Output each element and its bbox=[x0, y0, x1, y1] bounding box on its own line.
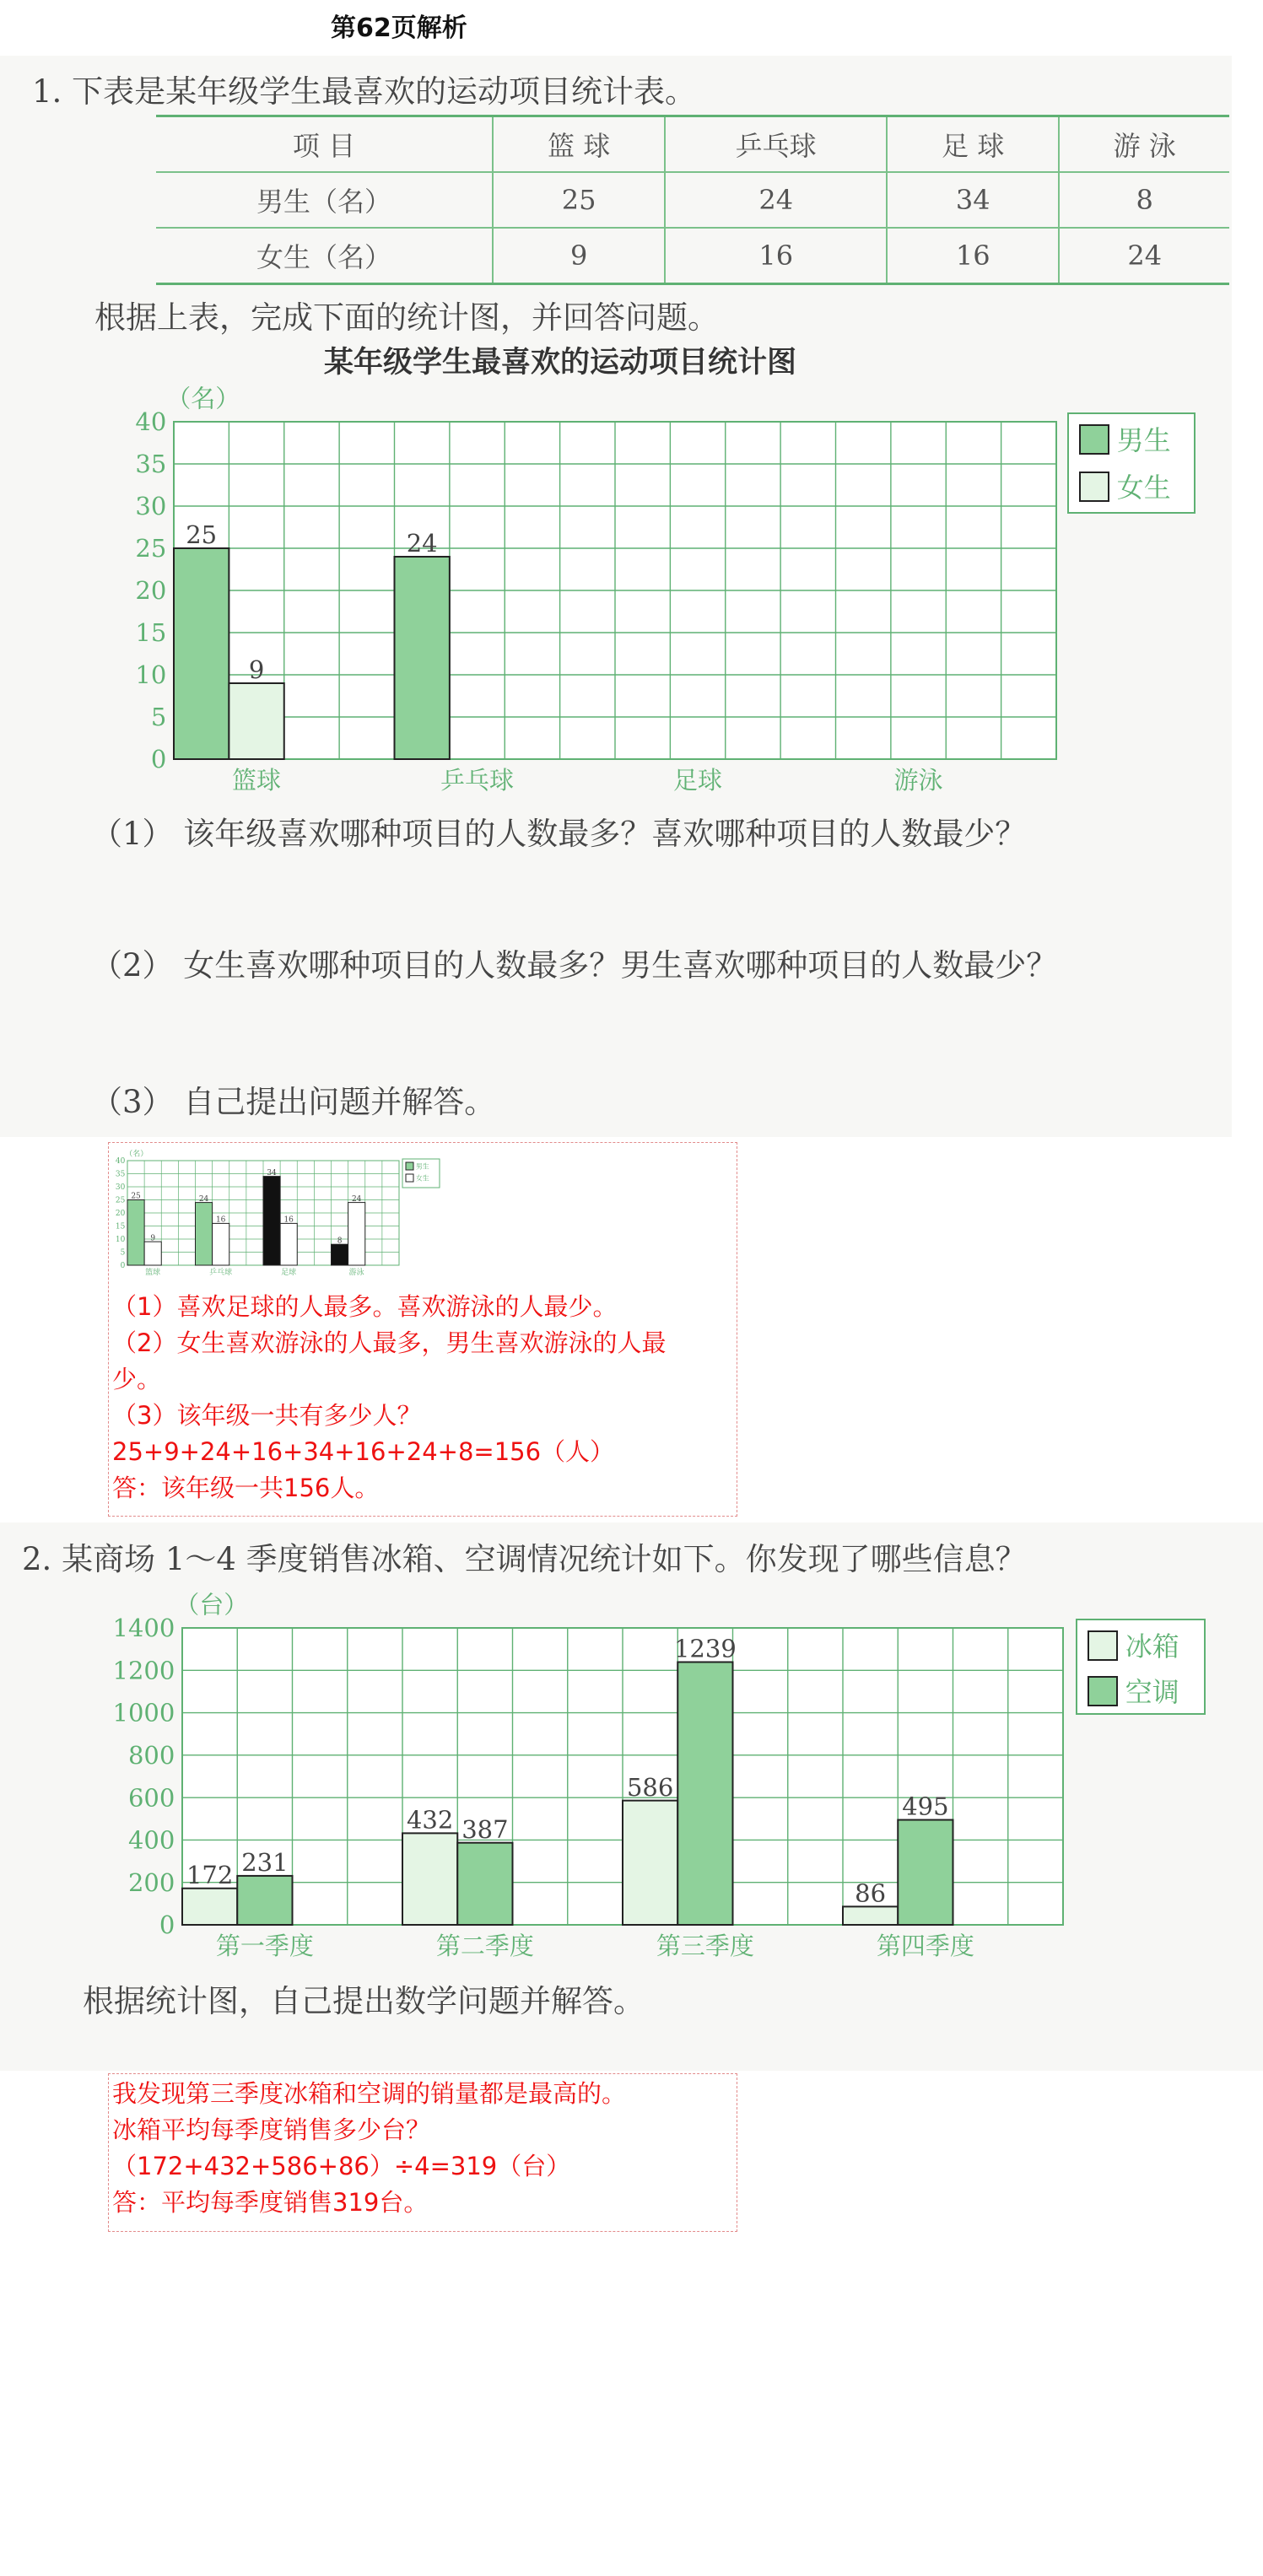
table-cell: 16 bbox=[665, 228, 887, 284]
answer-line: 25+9+24+16+34+16+24+8=156（人） bbox=[112, 1437, 615, 1466]
answer-line: 我发现第三季度冰箱和空调的销量都是最高的。 bbox=[112, 2079, 627, 2108]
y-tick-label: 35 bbox=[115, 1170, 126, 1179]
table-cell: 8 bbox=[1059, 172, 1229, 228]
bar bbox=[843, 1906, 898, 1925]
data-label: 387 bbox=[461, 1814, 509, 1844]
sub-question-1: （1） 该年级喜欢哪种项目的人数最多？喜欢哪种项目的人数最少？ bbox=[91, 816, 1027, 852]
y-tick-label: 15 bbox=[135, 618, 167, 648]
data-label: 16 bbox=[215, 1215, 226, 1225]
answer-line: （2）女生喜欢游泳的人最多，男生喜欢游泳的人最 bbox=[112, 1328, 667, 1357]
bar bbox=[229, 683, 283, 759]
table-header: 乒乓球 bbox=[665, 116, 887, 173]
y-tick-label: 400 bbox=[127, 1825, 175, 1855]
question-1-title: 1. 下表是某年级学生最喜欢的运动项目统计表。 bbox=[32, 73, 697, 110]
legend-swatch bbox=[1080, 472, 1109, 501]
legend-label: 男生 bbox=[415, 1162, 429, 1171]
y-tick-label: 30 bbox=[115, 1183, 126, 1193]
question-2-title: 2. 某商场 1～4 季度销售冰箱、空调情况统计如下。你发现了哪些信息？ bbox=[22, 1541, 1027, 1577]
bar bbox=[144, 1242, 161, 1265]
answer-line: （3）该年级一共有多少人？ bbox=[112, 1401, 422, 1430]
y-tick-label: 1400 bbox=[112, 1614, 175, 1643]
data-label: 34 bbox=[267, 1168, 277, 1178]
data-label: 586 bbox=[626, 1772, 674, 1802]
table-header: 游 泳 bbox=[1059, 116, 1229, 173]
x-tick-label: 第三季度 bbox=[656, 1931, 754, 1960]
data-label: 172 bbox=[186, 1860, 234, 1889]
x-tick-label: 第四季度 bbox=[876, 1931, 974, 1960]
bar bbox=[182, 1889, 237, 1925]
legend-label: 女生 bbox=[415, 1174, 429, 1183]
sub-question-3: （3） 自己提出问题并解答。 bbox=[91, 1084, 496, 1120]
data-label: 24 bbox=[198, 1194, 209, 1204]
sports-bar-chart bbox=[118, 380, 1215, 801]
bar bbox=[677, 1662, 732, 1925]
table-cell: 25 bbox=[493, 172, 665, 228]
sub-question-2: （2） 女生喜欢哪种项目的人数最多？男生喜欢哪种项目的人数最少？ bbox=[91, 947, 1058, 984]
bar bbox=[196, 1203, 213, 1265]
data-label: 24 bbox=[406, 529, 438, 558]
bar bbox=[280, 1223, 297, 1265]
x-tick-label: 足球 bbox=[281, 1268, 297, 1277]
bar bbox=[174, 548, 229, 759]
y-tick-label: 5 bbox=[150, 703, 167, 732]
y-tick-label: 40 bbox=[115, 1157, 126, 1167]
y-tick-label: 0 bbox=[150, 745, 167, 774]
bar bbox=[213, 1223, 229, 1265]
y-tick-label: 20 bbox=[115, 1210, 126, 1219]
legend-label: 冰箱 bbox=[1125, 1630, 1179, 1663]
table-header-row bbox=[156, 116, 1229, 173]
x-tick-label: 篮球 bbox=[232, 765, 282, 795]
bar bbox=[237, 1876, 292, 1925]
legend-swatch bbox=[1088, 1677, 1117, 1706]
y-tick-label: 800 bbox=[127, 1741, 175, 1770]
y-tick-label: 200 bbox=[127, 1867, 175, 1897]
data-label: 9 bbox=[248, 655, 265, 685]
y-tick-label: 1200 bbox=[112, 1656, 175, 1685]
answer-box-1 bbox=[108, 1142, 737, 1517]
table-row bbox=[156, 172, 1229, 228]
x-tick-label: 第二季度 bbox=[435, 1931, 534, 1960]
row-label: 女生（名） bbox=[256, 241, 391, 273]
table-cell: 16 bbox=[887, 228, 1059, 284]
table-header: 足 球 bbox=[887, 116, 1059, 173]
page-title: 第62页解析 bbox=[331, 13, 467, 43]
data-label: 25 bbox=[186, 520, 218, 550]
y-tick-label: 30 bbox=[135, 492, 167, 521]
legend-label: 女生 bbox=[1116, 471, 1171, 504]
x-tick-label: 乒乓球 bbox=[440, 765, 515, 795]
bar bbox=[332, 1244, 348, 1265]
y-tick-label: 20 bbox=[135, 576, 167, 606]
data-label: 25 bbox=[131, 1192, 141, 1201]
y-tick-label: 5 bbox=[120, 1248, 126, 1258]
data-label: 16 bbox=[283, 1215, 294, 1225]
answer-line: （1）喜欢足球的人最多。喜欢游泳的人最少。 bbox=[112, 1292, 618, 1321]
answer-line: 少。 bbox=[112, 1365, 162, 1393]
bar bbox=[898, 1820, 953, 1925]
y-tick-label: 0 bbox=[159, 1910, 175, 1940]
question-1-instruction: 根据上表，完成下面的统计图，并回答问题。 bbox=[94, 299, 719, 336]
y-tick-label: 25 bbox=[135, 534, 167, 563]
data-label: 9 bbox=[150, 1234, 156, 1243]
y-tick-label: 35 bbox=[135, 450, 167, 479]
answer-box-2 bbox=[108, 2073, 737, 2232]
legend-swatch bbox=[1088, 1631, 1117, 1660]
completed-sports-chart-thumbnail bbox=[111, 1145, 440, 1289]
y-tick-label: 15 bbox=[115, 1222, 126, 1231]
bar bbox=[395, 557, 450, 759]
x-tick-label: 乒乓球 bbox=[209, 1268, 233, 1277]
y-tick-label: 10 bbox=[115, 1236, 126, 1245]
legend-label: 空调 bbox=[1125, 1675, 1179, 1708]
data-label: 495 bbox=[902, 1792, 949, 1821]
y-axis-unit: （台） bbox=[175, 1590, 249, 1619]
y-tick-label: 0 bbox=[120, 1262, 126, 1271]
legend-swatch bbox=[1080, 425, 1109, 454]
x-tick-label: 游泳 bbox=[893, 765, 943, 795]
answer-line: 答：平均每季度销售319台。 bbox=[112, 2188, 429, 2217]
legend-swatch bbox=[406, 1162, 413, 1170]
bar bbox=[402, 1833, 457, 1925]
answer-line: （172+432+586+86）÷4=319（台） bbox=[112, 2152, 571, 2180]
data-label: 24 bbox=[351, 1194, 362, 1204]
table-row bbox=[156, 228, 1229, 284]
data-label: 1239 bbox=[673, 1634, 737, 1663]
table-cell: 24 bbox=[1059, 228, 1229, 284]
y-tick-label: 1000 bbox=[112, 1698, 175, 1727]
data-label: 231 bbox=[241, 1848, 289, 1878]
answer-line: 冰箱平均每季度销售多少台？ bbox=[112, 2115, 431, 2144]
bar bbox=[457, 1843, 512, 1925]
y-axis-unit: （名） bbox=[166, 384, 240, 413]
y-tick-label: 25 bbox=[115, 1196, 126, 1205]
chart-1-title: 某年级学生最喜欢的运动项目统计图 bbox=[324, 345, 797, 380]
bar bbox=[348, 1203, 365, 1265]
data-label: 432 bbox=[406, 1805, 454, 1835]
x-tick-label: 第一季度 bbox=[215, 1931, 314, 1960]
table-cell: 34 bbox=[887, 172, 1059, 228]
legend-label: 男生 bbox=[1116, 423, 1171, 456]
bar bbox=[263, 1177, 280, 1265]
answer-line: 答：该年级一共156人。 bbox=[112, 1474, 380, 1502]
sports-stats-table bbox=[156, 115, 1229, 285]
table-cell: 9 bbox=[493, 228, 665, 284]
x-tick-label: 篮球 bbox=[145, 1268, 161, 1277]
table-header: 篮 球 bbox=[493, 116, 665, 173]
x-tick-label: 足球 bbox=[673, 765, 723, 795]
y-tick-label: 40 bbox=[135, 407, 167, 437]
legend-swatch bbox=[406, 1174, 413, 1182]
y-tick-label: 600 bbox=[127, 1783, 175, 1813]
row-label: 男生（名） bbox=[256, 186, 391, 218]
bar bbox=[623, 1801, 677, 1925]
y-axis-unit: （名） bbox=[125, 1150, 148, 1159]
table-header: 项 目 bbox=[292, 130, 356, 162]
table-cell: 24 bbox=[665, 172, 887, 228]
data-label: 86 bbox=[855, 1878, 887, 1908]
bar bbox=[127, 1200, 144, 1266]
x-tick-label: 游泳 bbox=[348, 1268, 364, 1277]
data-label: 8 bbox=[337, 1237, 343, 1246]
y-tick-label: 10 bbox=[135, 660, 167, 690]
question-2-instruction: 根据统计图，自己提出数学问题并解答。 bbox=[83, 1983, 645, 2019]
sales-bar-chart bbox=[112, 1579, 1240, 1975]
